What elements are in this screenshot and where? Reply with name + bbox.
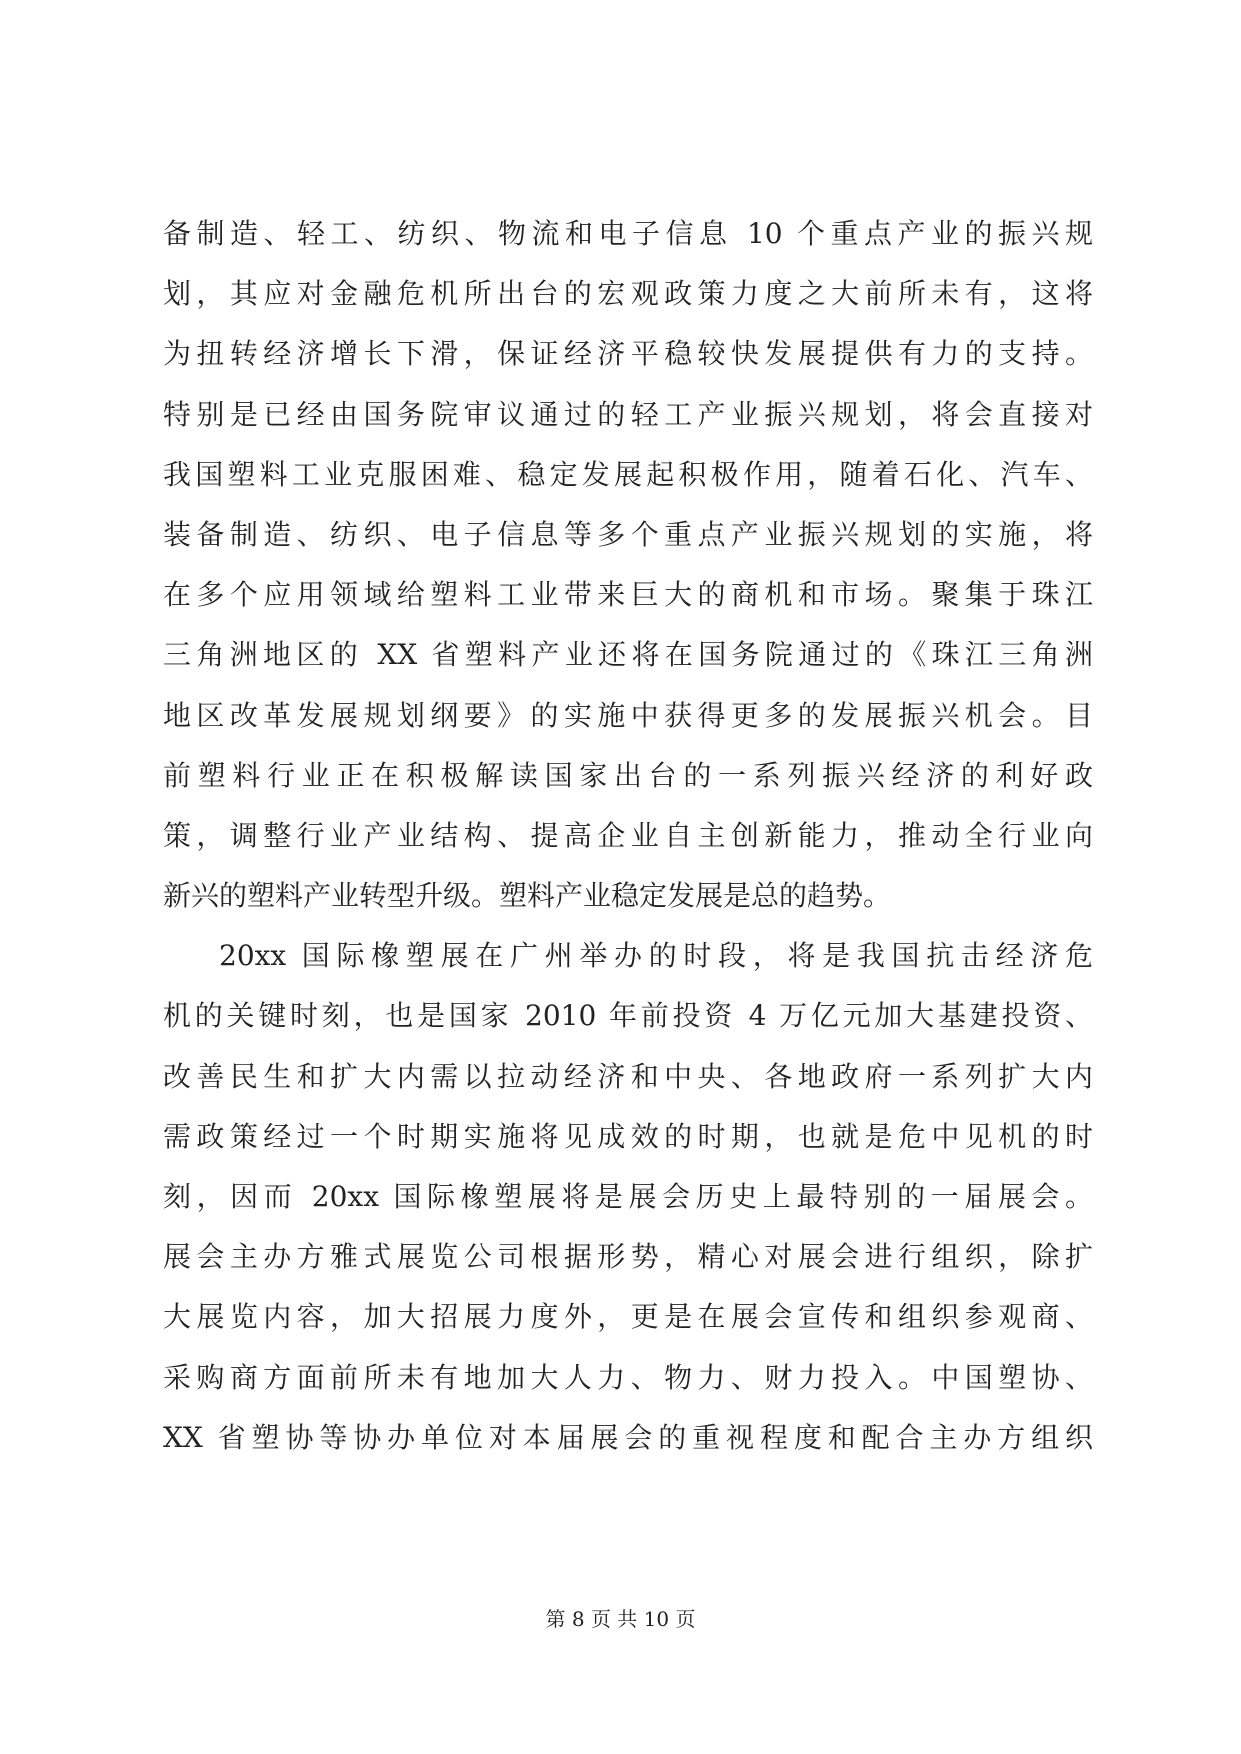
text-line: 我国塑料工业克服困难、稳定发展起积极作用，随着石化、汽车、 bbox=[163, 457, 1093, 491]
text-line: 新兴的塑料产业转型升级。塑料产业稳定发展是总的趋势。 bbox=[163, 879, 892, 913]
text-line: 在多个应用领域给塑料工业带来巨大的商机和市场。聚集于珠江 bbox=[163, 578, 1093, 612]
text-line: 策，调整行业产业结构、提高企业自主创新能力，推动全行业向 bbox=[163, 818, 1093, 852]
text-line: 改善民生和扩大内需以拉动经济和中央、各地政府一系列扩大内 bbox=[163, 1059, 1093, 1093]
text-line: 备制造、轻工、纺织、物流和电子信息 10 个重点产业的振兴规 bbox=[163, 217, 1093, 250]
text-line: 采购商方面前所未有地加大人力、物力、财力投入。中国塑协、 bbox=[163, 1360, 1093, 1394]
text-line: 需政策经过一个时期实施将见成效的时期，也就是危中见机的时 bbox=[163, 1119, 1093, 1153]
text-line: 装备制造、纺织、电子信息等多个重点产业振兴规划的实施，将 bbox=[163, 517, 1093, 551]
text-line: 20xx 国际橡塑展在广州举办的时段，将是我国抗击经济危 bbox=[219, 939, 1093, 973]
text-line: 机的关键时刻，也是国家 2010 年前投资 4 万亿元加大基建投资、 bbox=[163, 999, 1093, 1033]
text-line: XX 省塑协等协办单位对本届展会的重视程度和配合主办方组织 bbox=[163, 1420, 1093, 1454]
text-line: 地区改革发展规划纲要》的实施中获得更多的发展振兴机会。目 bbox=[163, 698, 1093, 732]
document-body bbox=[163, 204, 1093, 1468]
text-line: 前塑料行业正在积极解读国家出台的一系列振兴经济的利好政 bbox=[163, 758, 1093, 792]
page-footer bbox=[0, 1605, 1241, 1633]
text-line: 划，其应对金融危机所出台的宏观政策力度之大前所未有，这将 bbox=[163, 277, 1093, 311]
text-line: 大展览内容，加大招展力度外，更是在展会宣传和组织参观商、 bbox=[163, 1300, 1093, 1334]
text-line: 展会主办方雅式展览公司根据形势，精心对展会进行组织，除扩 bbox=[163, 1240, 1093, 1274]
page-number: 第 8 页 共 10 页 bbox=[545, 1607, 696, 1631]
text-line: 刻，因而 20xx 国际橡塑展将是展会历史上最特别的一届展会。 bbox=[163, 1180, 1093, 1213]
text-line: 为扭转经济增长下滑，保证经济平稳较快发展提供有力的支持。 bbox=[163, 337, 1093, 371]
text-line: 三角洲地区的 XX 省塑料产业还将在国务院通过的《珠江三角洲 bbox=[163, 638, 1093, 672]
text-line: 特别是已经由国务院审议通过的轻工产业振兴规划，将会直接对 bbox=[163, 397, 1093, 431]
